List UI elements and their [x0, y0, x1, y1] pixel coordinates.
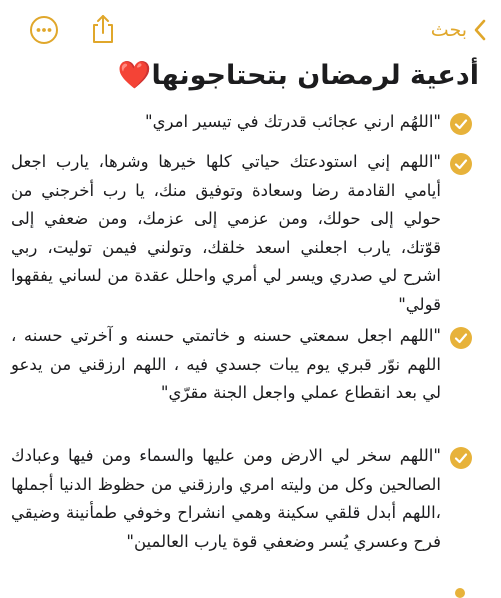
back-button-label: بحث: [430, 19, 467, 41]
list-item-text[interactable]: "اللهم إني استودعتك حياتي كلها خيرها وشرها، يارب اجعل أيامي القادمة رضا وسعادة وتوفيق منك، يا رب أخرجني من حولي إلى حولك، ومن عزمي إلى عزمك، ومن ضعفي إلى قوّتك، يارب اجعلني اسعد خلقك، وتولني فيمن توليت، ربي اشرح لي صدري ويسر لي أمري واحلل عقدة من لساني يفقهوا قولي": [11, 152, 441, 314]
note-title-text: أدعية لرمضان بتحتاجونها: [151, 60, 479, 91]
heart-emoji: ❤️: [117, 60, 152, 91]
checkmark-circle-icon[interactable]: [450, 153, 472, 175]
list-item-text[interactable]: "اللهم اجعل سمعتي حسنه و خاتمتي حسنه و آخرتي حسنه ، اللهم نوّر قبري يوم يبات جسدي فيه ، اللهم ارزقني من يدعو لي بعد انقطاع عملي واجعل الجنة مقرّي": [11, 326, 441, 403]
checkmark-circle-icon[interactable]: [450, 327, 472, 349]
list-item-text[interactable]: "اللهُم ارني عجائب قدرتك في تيسير امري": [145, 112, 441, 131]
checkmark-circle-icon[interactable]: [450, 113, 472, 135]
next-checkmark-circle-icon[interactable]: [455, 588, 465, 598]
checkmark-circle-icon[interactable]: [450, 447, 472, 469]
list-item-text[interactable]: "اللهم سخر لي الارض ومن عليها والسماء ومن فيها وعبادك الصالحين وكل من وليته امري وارزقني من حظوظ الدنيا أجملها ،اللهم أبدل قلقي سكينة وهمي انشراح وخوفي طمأنينة وضيقي فرح وعسري يُسر وضعفي قوة يارب العالمين": [11, 446, 441, 551]
